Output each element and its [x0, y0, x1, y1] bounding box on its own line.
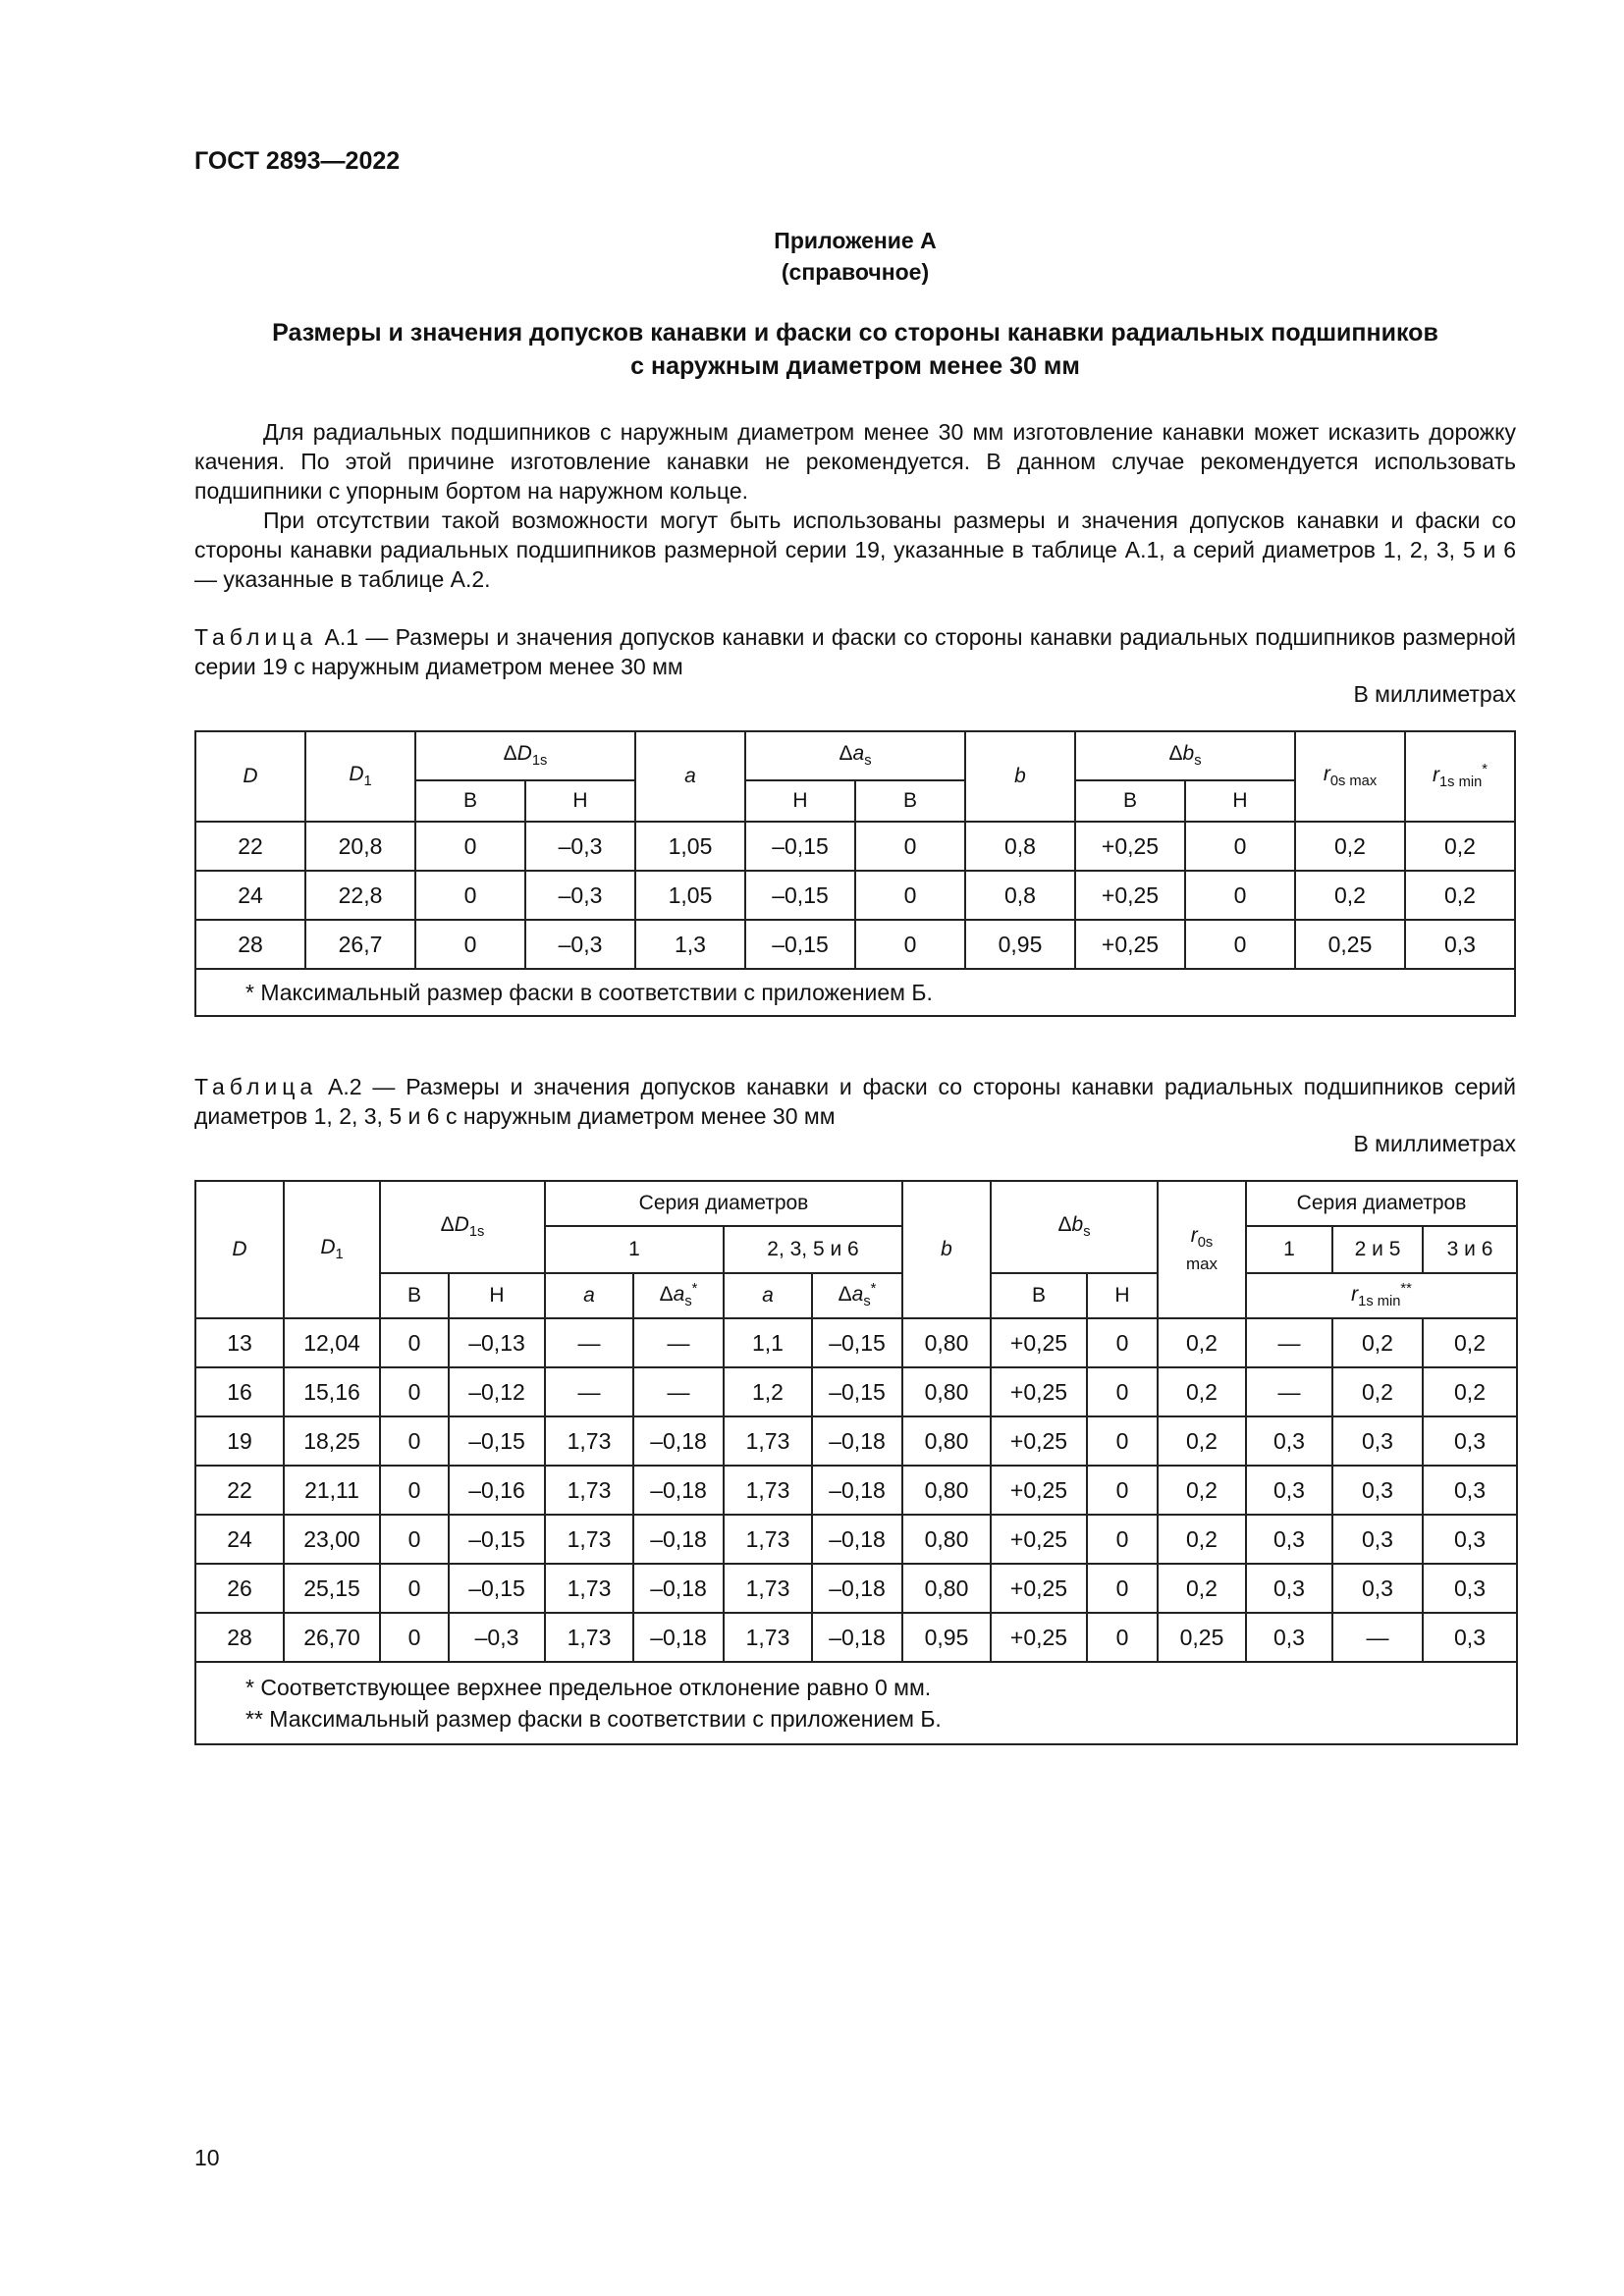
table2-caption-text: А.2 — Размеры и значения допусков канавки и фаски со стороны канавки радиальных подшипников серий диаметров 1, 2, 3, 5 и 6 с наружным диаметром менее 30 мм	[194, 1074, 1516, 1129]
table-cell: 0,3	[1332, 1416, 1423, 1466]
table-cell: 0	[380, 1318, 449, 1367]
table-cell: –0,18	[633, 1416, 724, 1466]
table-cell: 0	[415, 920, 525, 969]
t2-h-sr-36: 3 и 6	[1423, 1226, 1517, 1273]
table-cell: —	[1246, 1367, 1332, 1416]
table-cell: 12,04	[284, 1318, 380, 1367]
table-cell: 0	[380, 1416, 449, 1466]
table-cell: 0,95	[902, 1613, 991, 1662]
t1-h-dD1s-V: В	[415, 780, 525, 822]
annex-title: Приложение А	[774, 228, 937, 253]
table2-footnote-2: ** Максимальный размер фаски в соответствии с приложением Б.	[245, 1706, 942, 1732]
t2-h-das1: $\Delta a_s^*$	[633, 1273, 724, 1318]
table-cell: 0	[855, 822, 965, 871]
table-cell: 0,2	[1158, 1318, 1246, 1367]
t1-h-das: $\Delta a_s$	[745, 731, 965, 780]
table-cell: 0	[380, 1564, 449, 1613]
table-cell: 13	[195, 1318, 284, 1367]
table-cell: 0,80	[902, 1318, 991, 1367]
table-cell: –0,18	[633, 1466, 724, 1515]
table-cell: 0,2	[1332, 1367, 1423, 1416]
table-cell: –0,3	[525, 822, 635, 871]
paragraph-2	[194, 506, 1516, 594]
table-cell: 21,11	[284, 1466, 380, 1515]
table-cell: 23,00	[284, 1515, 380, 1564]
t2-h-dD1s-V: В	[380, 1273, 449, 1318]
table1	[194, 730, 1516, 1017]
table2-header-row1	[195, 1181, 1517, 1226]
table-row	[195, 1613, 1517, 1662]
table-row	[195, 1367, 1517, 1416]
t2-h-dD1s: $\Delta D_{1s}$	[380, 1181, 545, 1273]
table-cell: –0,3	[449, 1613, 545, 1662]
table-cell: 1,73	[545, 1515, 633, 1564]
table-cell: 26,7	[305, 920, 415, 969]
table-cell: +0,25	[1075, 822, 1185, 871]
table-cell: 0,8	[965, 822, 1075, 871]
table1-units: В миллиметрах	[1353, 681, 1516, 707]
t1-h-dD1s: $\Delta D_{1s}$	[415, 731, 635, 780]
table-cell: 0,95	[965, 920, 1075, 969]
t2-h-a1: a	[545, 1273, 633, 1318]
table-row	[195, 822, 1515, 871]
table-cell: +0,25	[991, 1416, 1087, 1466]
annex-status: (справочное)	[781, 259, 930, 285]
table-cell: 1,73	[724, 1515, 812, 1564]
table-cell: +0,25	[991, 1367, 1087, 1416]
table-cell: 28	[195, 920, 305, 969]
table-cell: 0,3	[1246, 1613, 1332, 1662]
table-cell: 24	[195, 1515, 284, 1564]
table-cell: 1,73	[724, 1466, 812, 1515]
table-cell: 0	[380, 1466, 449, 1515]
table-cell: 1,73	[724, 1564, 812, 1613]
table-cell: +0,25	[991, 1318, 1087, 1367]
table-cell: —	[633, 1367, 724, 1416]
table2-footnote-1: * Соответствующее верхнее предельное отклонение равно 0 мм.	[245, 1675, 932, 1700]
table-cell: 0,3	[1423, 1515, 1517, 1564]
table1-caption	[194, 622, 1516, 681]
table-cell: +0,25	[991, 1564, 1087, 1613]
standard-designation: ГОСТ 2893—2022	[194, 147, 401, 175]
t2-h-dbs: $\Delta b_s$	[991, 1181, 1158, 1273]
table2-note-row	[195, 1662, 1517, 1744]
table-cell: 15,16	[284, 1367, 380, 1416]
table-cell: 0	[1087, 1564, 1158, 1613]
table-cell: 0,2	[1295, 871, 1405, 920]
table-cell: –0,15	[812, 1367, 902, 1416]
table-cell: –0,18	[633, 1564, 724, 1613]
t2-h-dD1s-N: Н	[449, 1273, 545, 1318]
table-cell: 1,73	[545, 1416, 633, 1466]
t2-h-series-2356: 2, 3, 5 и 6	[724, 1226, 902, 1273]
table-cell: 22	[195, 822, 305, 871]
table-cell: 26,70	[284, 1613, 380, 1662]
table-cell: 0,3	[1423, 1613, 1517, 1662]
table-cell: 22	[195, 1466, 284, 1515]
paragraph-1-text: Для радиальных подшипников с наружным диаметром менее 30 мм изготовление канавки может исказить дорожку качения. По этой причине изготовление канавки не рекомендуется. В данном случае рекомендуется использовать подшипники с упорным бортом на наружном кольце.	[194, 419, 1516, 504]
table1-caption-text: А.1 — Размеры и значения допусков канавки и фаски со стороны канавки радиальных подшипников размерной серии 19 с наружным диаметром менее 30 мм	[194, 624, 1516, 679]
table-cell: 0,80	[902, 1367, 991, 1416]
table-cell: 0,25	[1295, 920, 1405, 969]
table-cell: –0,3	[525, 871, 635, 920]
t2-h-b: b	[902, 1181, 991, 1318]
table-cell: 22,8	[305, 871, 415, 920]
table-cell: –0,18	[812, 1564, 902, 1613]
paragraph-2-text: При отсутствии такой возможности могут быть использованы размеры и значения допусков канавки и фаски со стороны канавки радиальных подшипников размерной серии 19, указанные в таблице А.1, а серий диаметров 1, 2, 3, 5 и 6 — указанные в таблице А.2.	[194, 507, 1516, 592]
table-cell: 0,3	[1246, 1416, 1332, 1466]
table-row	[195, 1564, 1517, 1613]
t1-h-D: D	[195, 731, 305, 822]
table-cell: 0,80	[902, 1564, 991, 1613]
table-cell: —	[545, 1318, 633, 1367]
table-cell: –0,12	[449, 1367, 545, 1416]
table-cell: 0	[1087, 1515, 1158, 1564]
table-cell: 0	[1087, 1416, 1158, 1466]
t2-h-das2: $\Delta a_s^*$	[812, 1273, 902, 1318]
table-cell: 0	[1087, 1613, 1158, 1662]
table-cell: 1,05	[635, 871, 745, 920]
t2-h-D1: $D_1$	[284, 1181, 380, 1318]
table-cell: –0,18	[633, 1613, 724, 1662]
table2-caption-word: Таблица	[194, 1074, 318, 1099]
table-cell: –0,15	[449, 1515, 545, 1564]
table-cell: +0,25	[1075, 871, 1185, 920]
table-cell: 0,3	[1423, 1466, 1517, 1515]
table-cell: 26	[195, 1564, 284, 1613]
table-cell: 0,3	[1332, 1515, 1423, 1564]
t1-h-r1s: $r_{1s min}^*$	[1405, 731, 1515, 822]
table-cell: 1,1	[724, 1318, 812, 1367]
table-cell: 0,3	[1332, 1466, 1423, 1515]
table-cell: –0,13	[449, 1318, 545, 1367]
table-cell: 28	[195, 1613, 284, 1662]
t2-h-sr-25: 2 и 5	[1332, 1226, 1423, 1273]
t1-h-dbs-N: Н	[1185, 780, 1295, 822]
table-cell: +0,25	[1075, 920, 1185, 969]
t1-h-dbs: $\Delta b_s$	[1075, 731, 1295, 780]
table-cell: 0,3	[1405, 920, 1515, 969]
table-cell: –0,18	[633, 1515, 724, 1564]
table-cell: 0	[855, 871, 965, 920]
table-cell: 0	[380, 1515, 449, 1564]
table-cell: 0,3	[1423, 1564, 1517, 1613]
table1-note-row	[195, 969, 1515, 1016]
table-cell: 0,3	[1423, 1416, 1517, 1466]
table-cell: 0	[1185, 920, 1295, 969]
t2-h-D: D	[195, 1181, 284, 1318]
t2-h-dbs-V: В	[991, 1273, 1087, 1318]
t2-h-a2: a	[724, 1273, 812, 1318]
table-cell: 1,73	[545, 1466, 633, 1515]
table-cell: 16	[195, 1367, 284, 1416]
table2	[194, 1180, 1518, 1745]
table-cell: 0,2	[1158, 1564, 1246, 1613]
table-cell: 0,3	[1332, 1564, 1423, 1613]
t1-h-dbs-V: В	[1075, 780, 1185, 822]
table2-footnotes	[195, 1662, 1517, 1744]
t1-h-a: a	[635, 731, 745, 822]
table-cell: 24	[195, 871, 305, 920]
table-cell: –0,18	[812, 1515, 902, 1564]
table-cell: 0,3	[1246, 1466, 1332, 1515]
table-cell: 0,80	[902, 1466, 991, 1515]
table-row	[195, 1416, 1517, 1466]
table-cell: –0,15	[449, 1416, 545, 1466]
table-cell: 0,2	[1158, 1367, 1246, 1416]
table-cell: 0	[380, 1367, 449, 1416]
table-cell: –0,16	[449, 1466, 545, 1515]
t2-h-dbs-N: Н	[1087, 1273, 1158, 1318]
table1-header-row1	[195, 731, 1515, 780]
table-cell: 18,25	[284, 1416, 380, 1466]
table-cell: 0,25	[1158, 1613, 1246, 1662]
table-cell: 0	[415, 871, 525, 920]
table-cell: 1,3	[635, 920, 745, 969]
table-cell: –0,3	[525, 920, 635, 969]
table-cell: 0,80	[902, 1416, 991, 1466]
table-cell: 0,2	[1423, 1318, 1517, 1367]
table-row	[195, 871, 1515, 920]
table-cell: 0	[1185, 871, 1295, 920]
table-cell: 0,80	[902, 1515, 991, 1564]
annex-heading-line2: с наружным диаметром менее 30 мм	[630, 352, 1080, 380]
table-cell: 0	[1087, 1367, 1158, 1416]
table-cell: +0,25	[991, 1613, 1087, 1662]
t1-h-dD1s-N: Н	[525, 780, 635, 822]
table-cell: 0,3	[1246, 1564, 1332, 1613]
annex-heading	[194, 316, 1516, 383]
t2-h-r0s: $r_{0s}$ max	[1158, 1181, 1246, 1318]
table-cell: 0,2	[1332, 1318, 1423, 1367]
table2-header-row3	[195, 1273, 1517, 1318]
table-row	[195, 1466, 1517, 1515]
table-row	[195, 1515, 1517, 1564]
table-cell: 0	[380, 1613, 449, 1662]
table1-footnote: * Максимальный размер фаски в соответствии с приложением Б.	[195, 969, 1515, 1016]
table-cell: –0,15	[745, 871, 855, 920]
t1-h-das-V: В	[855, 780, 965, 822]
t2-h-series-1: 1	[545, 1226, 724, 1273]
table-cell: 0	[415, 822, 525, 871]
table-cell: +0,25	[991, 1515, 1087, 1564]
table-cell: 0	[1087, 1466, 1158, 1515]
t2-h-series-r: Серия диаметров	[1246, 1181, 1517, 1226]
t2-h-r1s: $r_{1s min}^{**}$	[1246, 1273, 1517, 1318]
table-cell: 1,2	[724, 1367, 812, 1416]
table-cell: 0	[1087, 1318, 1158, 1367]
table-cell: 0	[1185, 822, 1295, 871]
table-cell: 20,8	[305, 822, 415, 871]
table-cell: 25,15	[284, 1564, 380, 1613]
t1-h-b: b	[965, 731, 1075, 822]
t1-h-das-N: Н	[745, 780, 855, 822]
t1-h-r0s: $r_{0s max}$	[1295, 731, 1405, 822]
table-cell: 0,2	[1423, 1367, 1517, 1416]
table-cell: 1,73	[724, 1613, 812, 1662]
paragraph-1	[194, 417, 1516, 506]
table2-caption	[194, 1072, 1516, 1131]
table-row	[195, 920, 1515, 969]
table-cell: –0,15	[449, 1564, 545, 1613]
table-cell: –0,18	[812, 1416, 902, 1466]
table-cell: 0,2	[1158, 1466, 1246, 1515]
table-cell: 1,73	[724, 1416, 812, 1466]
t2-h-series: Серия диаметров	[545, 1181, 902, 1226]
table-cell: 0,2	[1158, 1515, 1246, 1564]
table-cell: 1,73	[545, 1564, 633, 1613]
table-cell: —	[633, 1318, 724, 1367]
t2-h-sr-1: 1	[1246, 1226, 1332, 1273]
table-cell: —	[545, 1367, 633, 1416]
table-cell: 0,2	[1405, 871, 1515, 920]
page-number: 10	[194, 2145, 220, 2170]
table1-caption-word: Таблица	[194, 624, 318, 650]
annex-heading-line1: Размеры и значения допусков канавки и фаски со стороны канавки радиальных подшипников	[272, 319, 1438, 347]
table-cell: 19	[195, 1416, 284, 1466]
table-cell: —	[1246, 1318, 1332, 1367]
table-cell: 0,2	[1158, 1416, 1246, 1466]
table-cell: –0,18	[812, 1466, 902, 1515]
table2-units: В миллиметрах	[1353, 1131, 1516, 1156]
table-cell: 0	[855, 920, 965, 969]
table-cell: 0,2	[1295, 822, 1405, 871]
table-cell: 1,73	[545, 1613, 633, 1662]
t1-h-D1: $D_1$	[305, 731, 415, 822]
table-cell: 0,2	[1405, 822, 1515, 871]
table-cell: —	[1332, 1613, 1423, 1662]
table-cell: 0,8	[965, 871, 1075, 920]
table-cell: –0,15	[812, 1318, 902, 1367]
table-cell: –0,15	[745, 822, 855, 871]
table-cell: +0,25	[991, 1466, 1087, 1515]
table-cell: –0,18	[812, 1613, 902, 1662]
table-cell: 0,3	[1246, 1515, 1332, 1564]
table-cell: 1,05	[635, 822, 745, 871]
table-row	[195, 1318, 1517, 1367]
table-cell: –0,15	[745, 920, 855, 969]
